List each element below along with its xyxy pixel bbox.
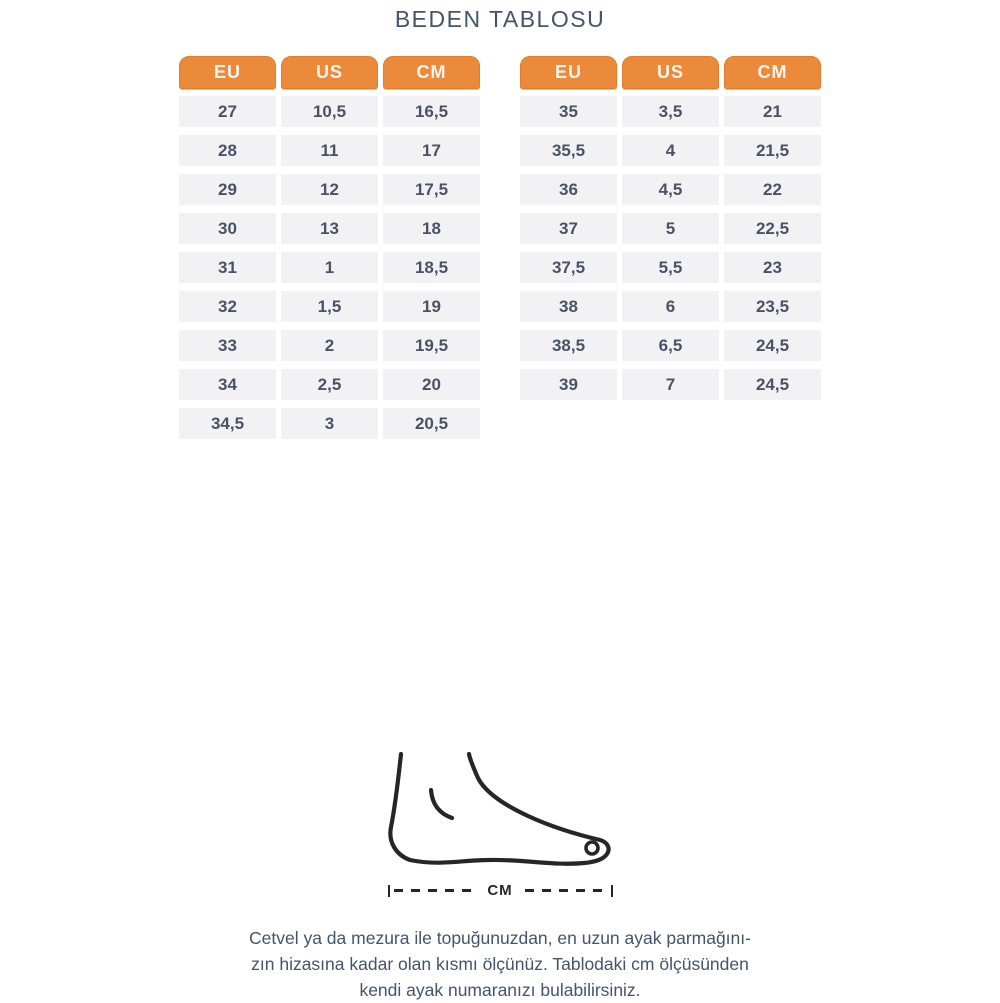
table-header-row xyxy=(179,56,480,89)
table-cell: 3,5 xyxy=(622,96,719,127)
table-cell: 17 xyxy=(383,135,480,166)
table-row xyxy=(520,330,821,361)
table-row xyxy=(179,252,480,283)
table-cell: 10,5 xyxy=(281,96,378,127)
table-cell: 21 xyxy=(724,96,821,127)
table-cell: 19,5 xyxy=(383,330,480,361)
measure-tick-right xyxy=(611,885,613,897)
table-row xyxy=(179,135,480,166)
table-cell: 2 xyxy=(281,330,378,361)
table-cell: 21,5 xyxy=(724,135,821,166)
table-row xyxy=(520,174,821,205)
instruction-line: zın hizasına kadar olan kısmı ölçünüz. Tablodaki cm ölçüsünden xyxy=(251,954,749,974)
measure-dashes-left xyxy=(394,889,476,892)
table-cell: 3 xyxy=(281,408,378,439)
table-cell: 38 xyxy=(520,291,617,322)
column-header-us: US xyxy=(622,56,719,89)
measure-tick-left xyxy=(388,885,390,897)
column-header-cm: CM xyxy=(724,56,821,89)
table-cell: 4,5 xyxy=(622,174,719,205)
measure-dashes-right xyxy=(525,889,607,892)
column-header-eu: EU xyxy=(520,56,617,89)
table-cell: 5,5 xyxy=(622,252,719,283)
table-cell: 1 xyxy=(281,252,378,283)
table-row xyxy=(179,369,480,400)
table-cell: 31 xyxy=(179,252,276,283)
table-cell: 29 xyxy=(179,174,276,205)
cm-measure-line xyxy=(388,882,613,899)
column-header-eu: EU xyxy=(179,56,276,89)
table-cell: 23 xyxy=(724,252,821,283)
table-row xyxy=(520,252,821,283)
table-cell: 30 xyxy=(179,213,276,244)
table-cell: 37 xyxy=(520,213,617,244)
table-cell: 4 xyxy=(622,135,719,166)
table-cell: 18,5 xyxy=(383,252,480,283)
table-cell: 27 xyxy=(179,96,276,127)
measurement-instructions xyxy=(0,925,1000,1003)
table-cell: 23,5 xyxy=(724,291,821,322)
table-cell: 33 xyxy=(179,330,276,361)
table-cell: 38,5 xyxy=(520,330,617,361)
table-cell: 22 xyxy=(724,174,821,205)
table-cell: 19 xyxy=(383,291,480,322)
instruction-line: kendi ayak numaranızı bulabilirsiniz. xyxy=(359,980,641,1000)
table-cell: 37,5 xyxy=(520,252,617,283)
table-row xyxy=(179,330,480,361)
table-row xyxy=(520,213,821,244)
table-cell: 35 xyxy=(520,96,617,127)
table-row xyxy=(179,291,480,322)
toenail-mark xyxy=(586,842,598,854)
table-row xyxy=(520,96,821,127)
table-cell: 12 xyxy=(281,174,378,205)
size-table-left xyxy=(179,56,480,447)
table-cell: 7 xyxy=(622,369,719,400)
table-cell: 39 xyxy=(520,369,617,400)
column-header-cm: CM xyxy=(383,56,480,89)
table-cell: 1,5 xyxy=(281,291,378,322)
table-row xyxy=(179,213,480,244)
table-cell: 20 xyxy=(383,369,480,400)
table-cell: 6 xyxy=(622,291,719,322)
foot-illustration-icon xyxy=(388,752,613,870)
table-cell: 11 xyxy=(281,135,378,166)
table-cell: 16,5 xyxy=(383,96,480,127)
table-cell: 24,5 xyxy=(724,369,821,400)
table-row xyxy=(520,135,821,166)
table-row xyxy=(520,369,821,400)
measure-unit-label: CM xyxy=(487,882,513,899)
table-cell: 24,5 xyxy=(724,330,821,361)
table-row xyxy=(179,96,480,127)
table-row xyxy=(179,174,480,205)
table-row xyxy=(179,408,480,439)
column-header-us: US xyxy=(281,56,378,89)
foot-outline xyxy=(390,754,608,864)
table-cell: 13 xyxy=(281,213,378,244)
table-cell: 36 xyxy=(520,174,617,205)
size-tables xyxy=(0,56,1000,447)
foot-measurement-figure xyxy=(0,752,1000,899)
table-cell: 6,5 xyxy=(622,330,719,361)
table-cell: 5 xyxy=(622,213,719,244)
table-cell: 28 xyxy=(179,135,276,166)
table-cell: 22,5 xyxy=(724,213,821,244)
table-cell: 34,5 xyxy=(179,408,276,439)
table-cell: 18 xyxy=(383,213,480,244)
ankle-mark xyxy=(431,790,452,818)
table-row xyxy=(520,291,821,322)
table-cell: 2,5 xyxy=(281,369,378,400)
table-cell: 17,5 xyxy=(383,174,480,205)
table-cell: 35,5 xyxy=(520,135,617,166)
table-cell: 34 xyxy=(179,369,276,400)
page-title: BEDEN TABLOSU xyxy=(394,6,606,32)
table-header-row xyxy=(520,56,821,89)
size-table-right xyxy=(520,56,821,408)
instruction-line: Cetvel ya da mezura ile topuğunuzdan, en uzun ayak parmağını- xyxy=(249,928,751,948)
table-cell: 20,5 xyxy=(383,408,480,439)
table-cell: 32 xyxy=(179,291,276,322)
